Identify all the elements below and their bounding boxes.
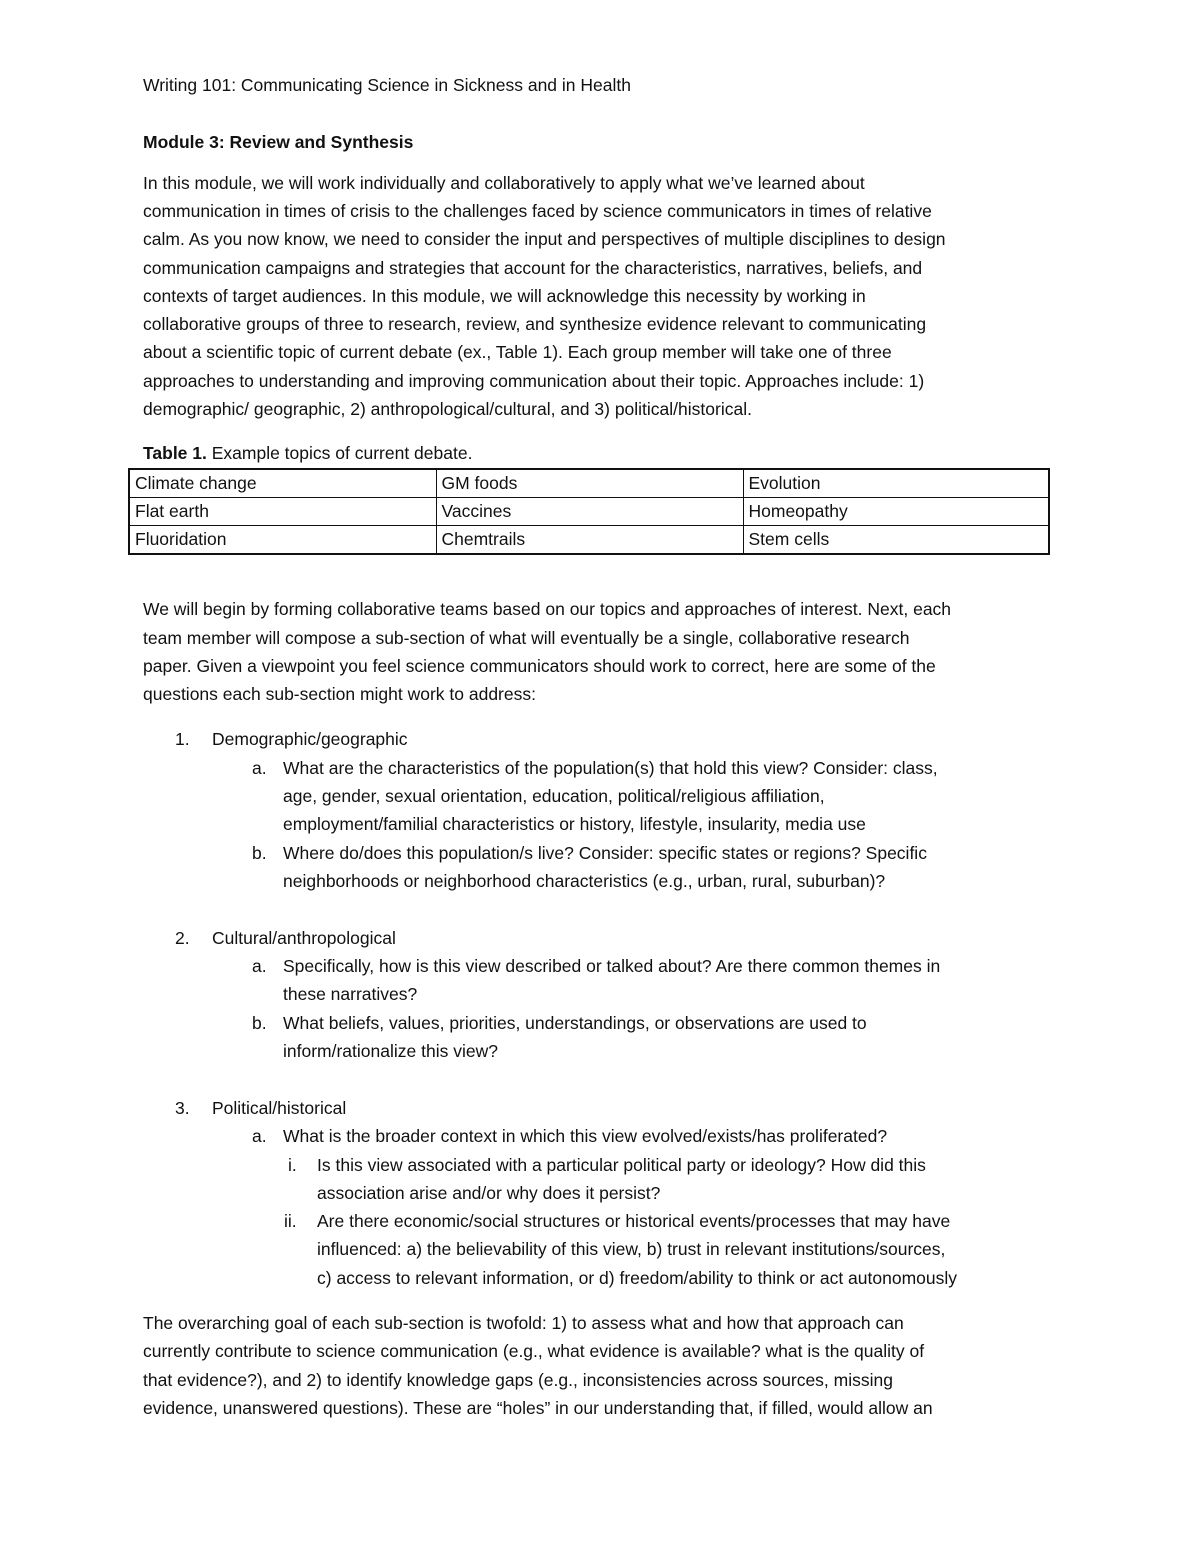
table-cell: Vaccines bbox=[436, 498, 743, 526]
text-line: collaborative groups of three to research, review, and synthesize evidence relevant to communicating bbox=[143, 314, 927, 334]
table-caption-label: Table 1. bbox=[143, 443, 207, 463]
text-line: contexts of target audiences. In this module, we will acknowledge this necessity by working in bbox=[143, 286, 866, 306]
text-line: employment/familial characteristics or history, lifestyle, insularity, media use bbox=[283, 814, 866, 834]
text-line: questions each sub-section might work to address: bbox=[143, 684, 536, 704]
list-letter: b. bbox=[252, 1013, 267, 1033]
text-line: communication campaigns and strategies that account for the characteristics, narratives, beliefs, and bbox=[143, 258, 923, 278]
table-cell: Chemtrails bbox=[436, 526, 743, 555]
text-line: approaches to understanding and improving communication about their topic. Approaches include: 1) bbox=[143, 371, 925, 391]
course-title: Writing 101: Communicating Science in Sickness and in Health bbox=[143, 75, 631, 95]
text-line: c) access to relevant information, or d) freedom/ability to think or act autonomously bbox=[317, 1268, 958, 1288]
table-caption bbox=[143, 442, 472, 464]
text-line: paper. Given a viewpoint you feel science communicators should work to correct, here are some of the bbox=[143, 656, 936, 676]
list-roman: ii. bbox=[284, 1211, 297, 1231]
text-line: In this module, we will work individually and collaboratively to apply what we’ve learned about bbox=[143, 173, 865, 193]
table-cell: Homeopathy bbox=[743, 498, 1049, 526]
text-line: calm. As you now know, we need to consider the input and perspectives of multiple disciplines to design bbox=[143, 229, 946, 249]
text-line: team member will compose a sub-section of what will eventually be a single, collaborative research bbox=[143, 628, 910, 648]
module-title: Module 3: Review and Synthesis bbox=[143, 132, 414, 152]
text-line: age, gender, sexual orientation, education, political/religious affiliation, bbox=[283, 786, 825, 806]
list-letter: a. bbox=[252, 758, 267, 778]
approach-title: Political/historical bbox=[212, 1098, 347, 1118]
list-number: 1. bbox=[175, 729, 190, 749]
text-line: What beliefs, values, priorities, understandings, or observations are used to bbox=[283, 1013, 867, 1033]
text-line: that evidence?), and 2) to identify knowledge gaps (e.g., inconsistencies across sources, missing bbox=[143, 1370, 893, 1390]
text-line: communication in times of crisis to the challenges faced by science communicators in times of relative bbox=[143, 201, 932, 221]
table-cell: Evolution bbox=[743, 469, 1049, 498]
table-row bbox=[129, 526, 1049, 555]
list-letter: a. bbox=[252, 1126, 267, 1146]
list-roman: i. bbox=[288, 1155, 297, 1175]
text-line: association arise and/or why does it persist? bbox=[317, 1183, 661, 1203]
text-line: about a scientific topic of current debate (ex., Table 1). Each group member will take one of three bbox=[143, 342, 892, 362]
text-line: these narratives? bbox=[283, 984, 418, 1004]
text-line: neighborhoods or neighborhood characteristics (e.g., urban, rural, suburban)? bbox=[283, 871, 886, 891]
text-line: We will begin by forming collaborative teams based on our topics and approaches of interest. Next, each bbox=[143, 599, 952, 619]
text-line: What are the characteristics of the population(s) that hold this view? Consider: class, bbox=[283, 758, 938, 778]
table-cell: Stem cells bbox=[743, 526, 1049, 555]
table-row bbox=[129, 498, 1049, 526]
text-line: influenced: a) the believability of this view, b) trust in relevant institutions/sources, bbox=[317, 1239, 946, 1259]
text-line: What is the broader context in which this view evolved/exists/has proliferated? bbox=[283, 1126, 888, 1146]
text-line: demographic/ geographic, 2) anthropological/cultural, and 3) political/historical. bbox=[143, 399, 752, 419]
text-line: currently contribute to science communication (e.g., what evidence is available? what is the quality of bbox=[143, 1341, 925, 1361]
table-row bbox=[129, 469, 1049, 498]
table-caption-text: Example topics of current debate. bbox=[206, 443, 473, 463]
list-letter: b. bbox=[252, 843, 267, 863]
topics-table bbox=[128, 468, 1050, 555]
approach-title: Demographic/geographic bbox=[212, 729, 408, 749]
table-cell: Climate change bbox=[129, 469, 436, 498]
table-cell: GM foods bbox=[436, 469, 743, 498]
list-number: 2. bbox=[175, 928, 190, 948]
text-line: The overarching goal of each sub-section is twofold: 1) to assess what and how that approach can bbox=[143, 1313, 904, 1333]
approach-title: Cultural/anthropological bbox=[212, 928, 396, 948]
text-line: Where do/does this population/s live? Consider: specific states or regions? Specific bbox=[283, 843, 927, 863]
text-line: Is this view associated with a particular political party or ideology? How did this bbox=[317, 1155, 926, 1175]
text-line: inform/rationalize this view? bbox=[283, 1041, 498, 1061]
table-cell: Fluoridation bbox=[129, 526, 436, 555]
text-line: evidence, unanswered questions). These are “holes” in our understanding that, if filled, would allow an bbox=[143, 1398, 933, 1418]
text-line: Specifically, how is this view described or talked about? Are there common themes in bbox=[283, 956, 941, 976]
text-line: Are there economic/social structures or historical events/processes that may have bbox=[317, 1211, 951, 1231]
list-number: 3. bbox=[175, 1098, 190, 1118]
table-cell: Flat earth bbox=[129, 498, 436, 526]
list-letter: a. bbox=[252, 956, 267, 976]
